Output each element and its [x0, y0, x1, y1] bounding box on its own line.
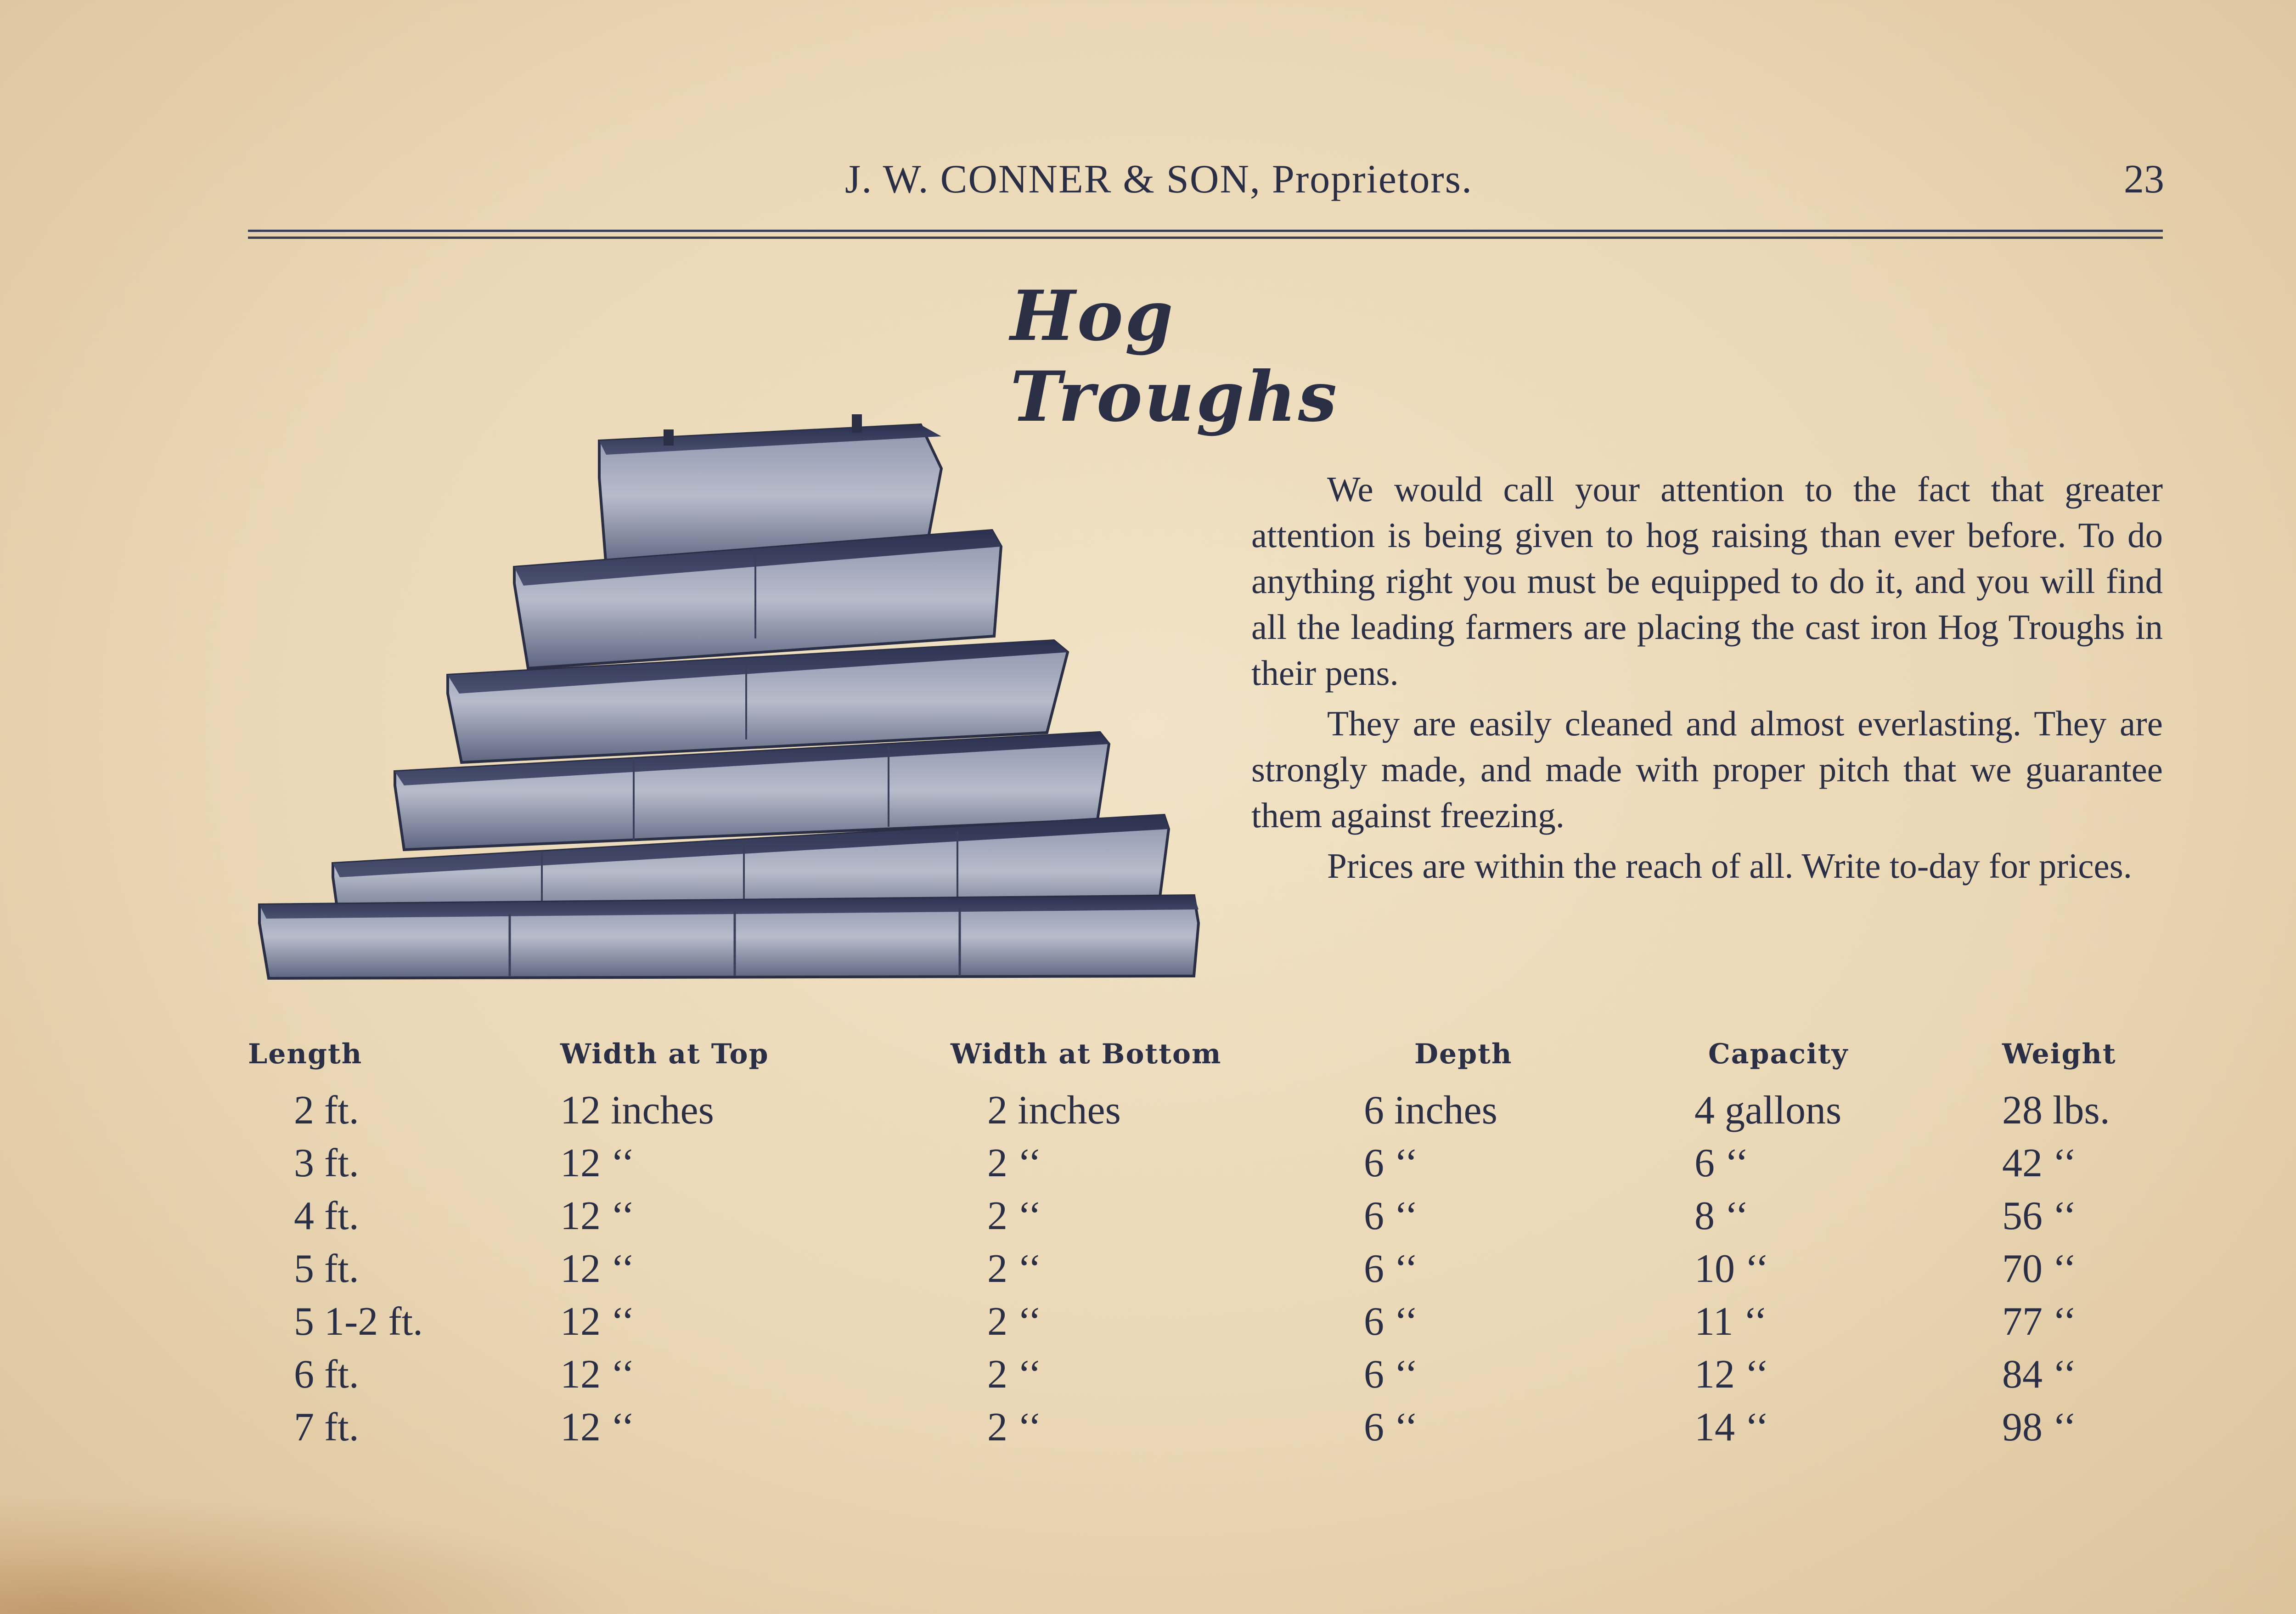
cell-weight: 84 ‘‘	[2002, 1352, 2077, 1397]
running-header: J. W. CONNER & SON, Proprietors.	[845, 157, 1473, 202]
cell-depth: 6 ‘‘	[1364, 1352, 1418, 1397]
cell-width-bottom: 2 ‘‘	[987, 1194, 1042, 1238]
cell-length: 6 ft.	[294, 1352, 359, 1397]
cell-weight: 77 ‘‘	[2002, 1299, 2077, 1344]
cell-weight: 42 ‘‘	[2002, 1141, 2077, 1185]
column-header-length: Length	[248, 1038, 363, 1070]
cell-weight: 70 ‘‘	[2002, 1247, 2077, 1291]
column-header-width-bottom: Width at Bottom	[951, 1038, 1222, 1070]
cell-width-top: 12 ‘‘	[560, 1194, 635, 1238]
table-row	[248, 1348, 2167, 1401]
cell-depth: 6 ‘‘	[1364, 1247, 1418, 1291]
cell-length: 5 ft.	[294, 1247, 359, 1291]
cell-width-bottom: 2 ‘‘	[987, 1405, 1042, 1450]
header-rule-top	[248, 230, 2163, 232]
paragraph-intro: We would call your attention to the fact that greater attention is being given to hog raising than ever before. To do anything right you must be equipped to do it, and you will find all the leading farmers are placing the cast iron Hog Troughs in their pens.	[1251, 469, 2163, 693]
cell-length: 7 ft.	[294, 1405, 359, 1450]
paper-stain	[0, 1495, 643, 1614]
trough-tier-6	[259, 896, 1199, 978]
cell-width-top: 12 ‘‘	[560, 1247, 635, 1291]
cell-length: 2 ft.	[294, 1088, 359, 1133]
cell-length: 4 ft.	[294, 1194, 359, 1238]
cell-capacity: 10 ‘‘	[1694, 1247, 1769, 1291]
table-row	[248, 1401, 2167, 1454]
table-header-row	[248, 1038, 2167, 1084]
cell-capacity: 14 ‘‘	[1694, 1405, 1769, 1450]
cell-depth: 6 ‘‘	[1364, 1299, 1418, 1344]
table-row	[248, 1137, 2167, 1190]
cell-capacity: 6 ‘‘	[1694, 1141, 1749, 1185]
cell-width-top: 12 ‘‘	[560, 1299, 635, 1344]
cell-width-top: 12 ‘‘	[560, 1141, 635, 1185]
description-text	[1251, 466, 2163, 893]
cell-depth: 6 ‘‘	[1364, 1405, 1418, 1450]
cell-width-top: 12 ‘‘	[560, 1352, 635, 1397]
page-number: 23	[2124, 157, 2164, 202]
cell-capacity: 4 gallons	[1694, 1088, 1842, 1133]
cell-length: 5 1-2 ft.	[294, 1299, 423, 1344]
cell-depth: 6 ‘‘	[1364, 1141, 1418, 1185]
cell-depth: 6 ‘‘	[1364, 1194, 1418, 1238]
header-rule-bottom	[248, 237, 2163, 239]
trough-spec-table	[248, 1038, 2167, 1454]
cell-width-top: 12 inches	[560, 1088, 714, 1133]
cell-width-bottom: 2 ‘‘	[987, 1352, 1042, 1397]
column-header-width-top: Width at Top	[560, 1038, 769, 1070]
cell-weight: 98 ‘‘	[2002, 1405, 2077, 1450]
cell-length: 3 ft.	[294, 1141, 359, 1185]
table-row	[248, 1242, 2167, 1295]
section-title: Hog Troughs	[1010, 276, 1339, 437]
cell-capacity: 12 ‘‘	[1694, 1352, 1769, 1397]
cell-weight: 28 lbs.	[2002, 1088, 2110, 1133]
paragraph-durability: They are easily cleaned and almost everlasting. They are strongly made, and made with proper pitch that we guarantee them against freezing.	[1251, 704, 2163, 835]
cell-width-bottom: 2 ‘‘	[987, 1247, 1042, 1291]
column-header-depth: Depth	[1414, 1038, 1513, 1070]
cell-width-top: 12 ‘‘	[560, 1405, 635, 1450]
column-header-capacity: Capacity	[1708, 1038, 1849, 1070]
cell-weight: 56 ‘‘	[2002, 1194, 2077, 1238]
table-row	[248, 1190, 2167, 1242]
cell-width-bottom: 2 inches	[987, 1088, 1121, 1133]
cell-capacity: 8 ‘‘	[1694, 1194, 1749, 1238]
cell-depth: 6 inches	[1364, 1088, 1497, 1133]
cell-width-bottom: 2 ‘‘	[987, 1141, 1042, 1185]
cell-width-bottom: 2 ‘‘	[987, 1299, 1042, 1344]
column-header-weight: Weight	[2002, 1038, 2116, 1070]
table-row	[248, 1084, 2167, 1137]
cell-capacity: 11 ‘‘	[1694, 1299, 1767, 1344]
table-row	[248, 1295, 2167, 1348]
paragraph-prices: Prices are within the reach of all. Write to-day for prices.	[1327, 846, 2132, 886]
hog-troughs-photo	[257, 409, 1203, 983]
